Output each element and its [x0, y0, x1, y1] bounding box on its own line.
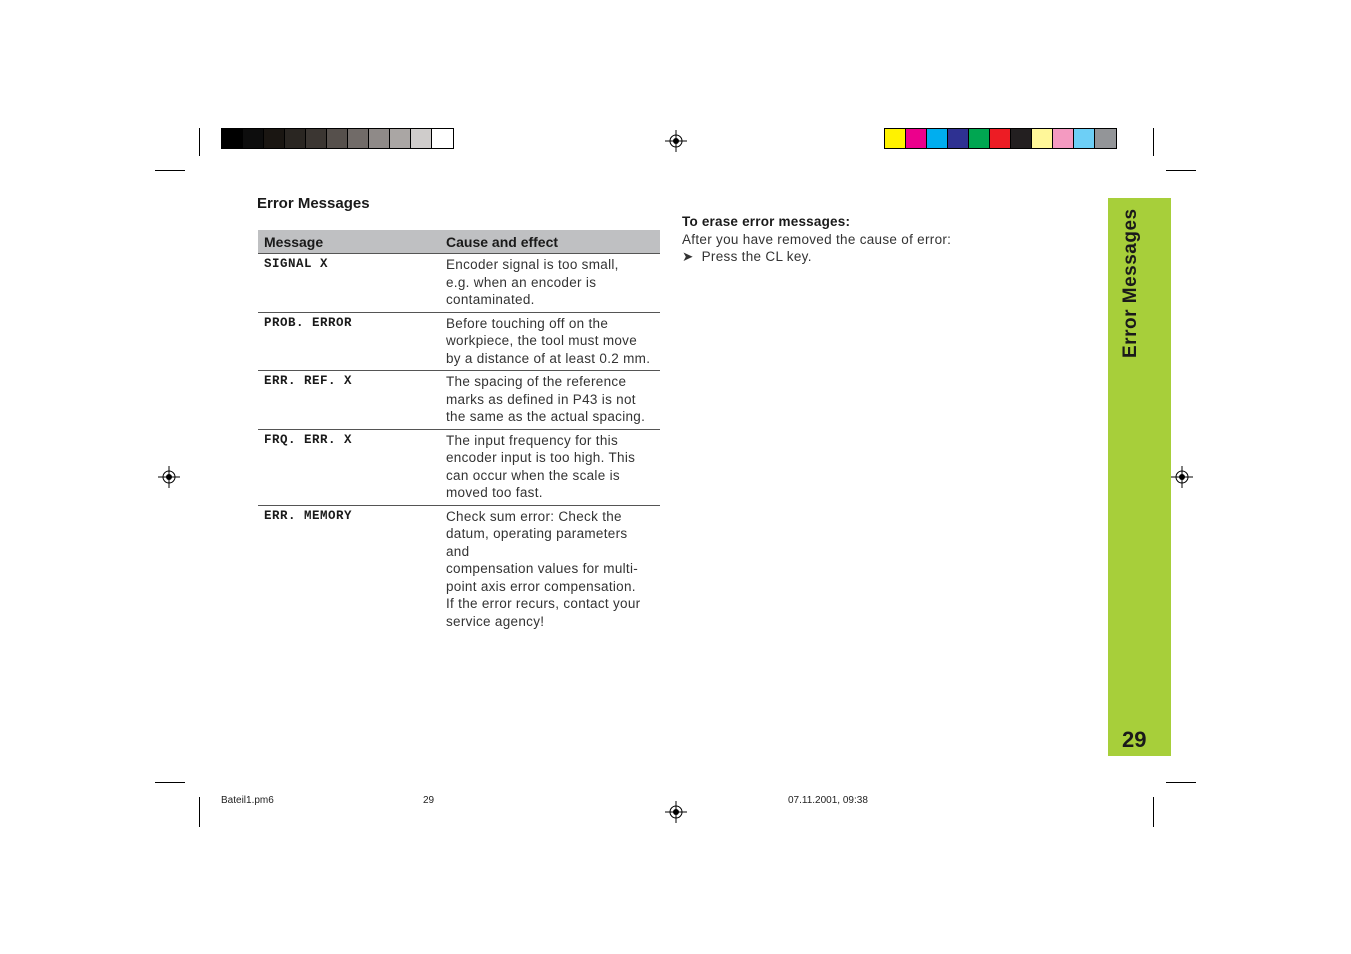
- footer-filename: Bateil1.pm6: [221, 795, 274, 806]
- color-swatch: [243, 129, 264, 148]
- erase-step: [682, 248, 951, 266]
- crop-mark: [1166, 782, 1196, 783]
- color-swatch: [1053, 129, 1074, 148]
- column-header-cause: Cause and effect: [433, 230, 660, 254]
- color-swatch: [348, 129, 369, 148]
- crop-mark: [199, 128, 200, 156]
- table-header-row: [258, 230, 660, 254]
- color-swatch: [906, 129, 927, 148]
- page-number: 29: [1122, 727, 1147, 752]
- crop-mark: [199, 797, 200, 827]
- registration-mark-icon: [1171, 466, 1193, 488]
- error-cause: Before touching off on the workpiece, the tool must move by a distance of at least 0.2 mm.: [433, 312, 660, 371]
- color-swatch: [411, 129, 432, 148]
- error-code: PROB. ERROR: [258, 312, 433, 371]
- table-row: [258, 429, 660, 505]
- error-code: SIGNAL X: [258, 254, 433, 313]
- color-swatch: [327, 129, 348, 148]
- color-swatch: [885, 129, 906, 148]
- arrow-bullet-icon: ➤: [682, 249, 694, 264]
- color-swatch: [948, 129, 969, 148]
- color-swatch: [990, 129, 1011, 148]
- color-swatch: [432, 129, 453, 148]
- erase-instructions: [682, 213, 951, 266]
- erase-step-text: Press the CL key.: [701, 249, 812, 264]
- error-cause: Encoder signal is too small, e.g. when an encoder is contaminated.: [433, 254, 660, 313]
- color-swatch: [369, 129, 390, 148]
- color-swatch: [1074, 129, 1095, 148]
- error-messages-table: [258, 230, 660, 633]
- error-code: ERR. REF. X: [258, 371, 433, 430]
- color-swatch: [390, 129, 411, 148]
- crop-mark: [1166, 170, 1196, 171]
- section-heading: Error Messages: [257, 195, 370, 212]
- table-row: [258, 312, 660, 371]
- error-cause: Check sum error: Check the datum, operating parameters and compensation values for multi- point axis error compensation. If the error recurs, contact your service agency!: [446, 508, 641, 629]
- registration-mark-icon: [158, 466, 180, 488]
- table-row: [258, 505, 660, 633]
- column-header-message: Message: [258, 230, 433, 254]
- chapter-tab-label: Error Messages: [1120, 208, 1141, 358]
- color-swatch: [1011, 129, 1032, 148]
- color-swatch: [264, 129, 285, 148]
- color-swatch: [1032, 129, 1053, 148]
- color-swatch: [1095, 129, 1116, 148]
- crop-mark: [155, 782, 185, 783]
- erase-title: To erase error messages:: [682, 214, 851, 229]
- color-swatch: [969, 129, 990, 148]
- table-row: [258, 254, 660, 313]
- color-swatch: [285, 129, 306, 148]
- registration-mark-icon: [665, 130, 687, 152]
- color-swatch: [222, 129, 243, 148]
- error-cause: The spacing of the reference marks as defined in P43 is not the same as the actual spacing.: [433, 371, 660, 430]
- registration-mark-icon: [665, 801, 687, 823]
- error-cause: The input frequency for this encoder input is too high. This can occur when the scale is moved too fast.: [433, 429, 660, 505]
- color-swatch: [927, 129, 948, 148]
- erase-intro: After you have removed the cause of error:: [682, 231, 952, 247]
- footer-datetime: 07.11.2001, 09:38: [788, 795, 868, 806]
- crop-mark: [1153, 128, 1154, 156]
- color-swatch: [306, 129, 327, 148]
- footer-page: 29: [423, 795, 435, 806]
- grayscale-calibration-strip: [221, 128, 454, 149]
- crop-mark: [1153, 797, 1154, 827]
- table-row: [258, 371, 660, 430]
- color-calibration-strip: [884, 128, 1117, 149]
- error-code: FRQ. ERR. X: [258, 429, 433, 505]
- error-code: ERR. MEMORY: [264, 508, 353, 523]
- crop-mark: [155, 170, 185, 171]
